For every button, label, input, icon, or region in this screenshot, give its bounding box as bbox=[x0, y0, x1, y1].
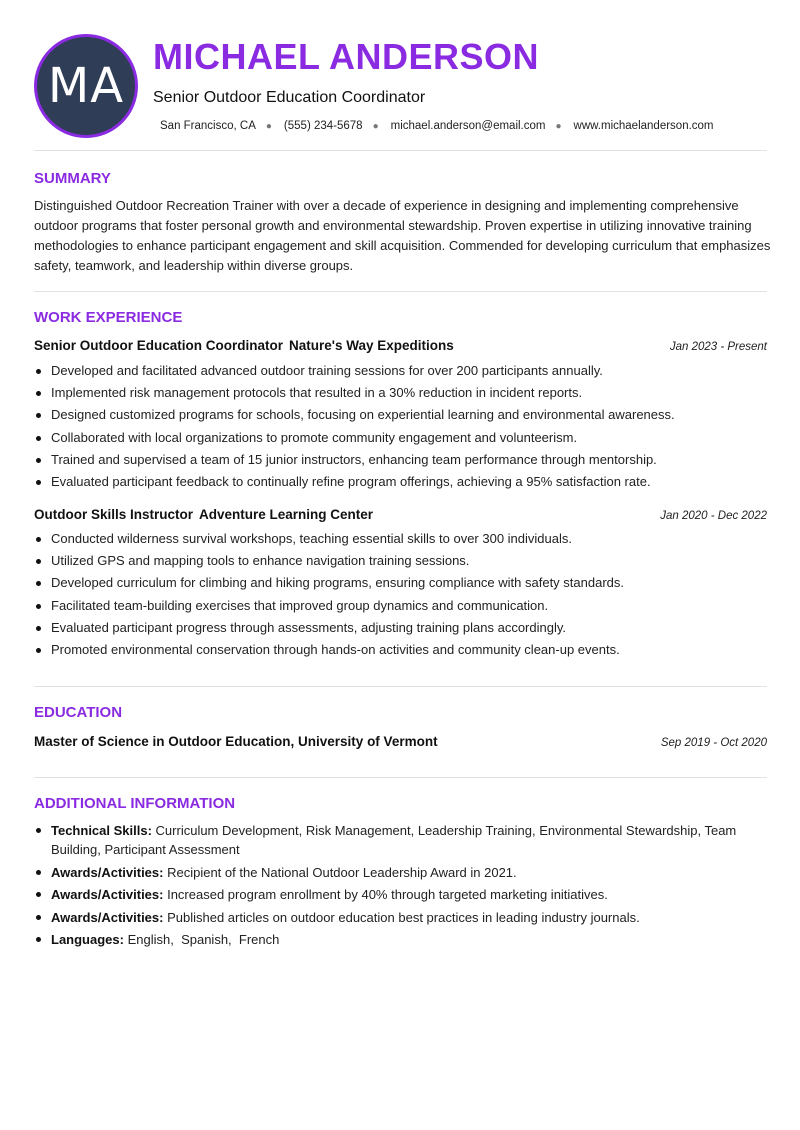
job-title-line bbox=[34, 338, 454, 353]
education-entry bbox=[34, 734, 767, 749]
list-item: Implemented risk management protocols that resulted in a 30% reduction in incident reports. bbox=[51, 382, 771, 404]
contact-line bbox=[160, 120, 714, 132]
divider bbox=[34, 777, 767, 778]
list-item bbox=[51, 821, 771, 859]
item-text: Curriculum Development, Risk Management, Leadership Training, Environmental Stewardship, Team Building, Participant Assessment bbox=[51, 823, 737, 857]
separator-dot-icon: ● bbox=[265, 120, 272, 132]
item-text: Increased program enrollment by 40% through targeted marketing initiatives. bbox=[167, 887, 608, 902]
job-dates: Jan 2023 - Present bbox=[669, 341, 767, 353]
additional-list bbox=[51, 821, 771, 953]
avatar-initials: MA bbox=[47, 58, 125, 114]
list-item: Conducted wilderness survival workshops, teaching essential skills to over 300 individuals. bbox=[51, 528, 771, 550]
education-degree: Master of Science in Outdoor Education, University of Vermont bbox=[34, 734, 438, 749]
summary-text: Distinguished Outdoor Recreation Trainer with over a decade of experience in designing and implementing comprehensive outdoor programs that foster personal growth and environmental stewardship. Proven expertise in utilizing innovative training methodologies to enhance participant engagement and skill acquisition. Commended for developing curriculum that emphasizes safety, teamwork, and leadership within diverse groups. bbox=[34, 198, 771, 273]
item-text: Published articles on outdoor education best practices in leading industry journals. bbox=[167, 909, 640, 925]
section-heading-experience: WORK EXPERIENCE bbox=[34, 309, 183, 326]
contact-website[interactable]: www.michaelanderson.com bbox=[573, 120, 714, 132]
list-item: Developed and facilitated advanced outdoor training sessions for over 200 participants annually. bbox=[51, 360, 771, 382]
list-item: Collaborated with local organizations to promote community engagement and volunteerism. bbox=[51, 427, 771, 449]
avatar bbox=[34, 34, 138, 138]
list-item: Trained and supervised a team of 15 junior instructors, enhancing team performance through mentorship. bbox=[51, 449, 771, 471]
candidate-name: MICHAEL ANDERSON bbox=[153, 36, 540, 77]
job-bullets bbox=[51, 528, 771, 661]
separator-dot-icon: ● bbox=[555, 120, 562, 132]
item-label: Technical Skills: bbox=[51, 823, 152, 838]
divider bbox=[34, 150, 767, 151]
contact-location: San Francisco, CA bbox=[160, 120, 256, 132]
job-header bbox=[34, 338, 767, 353]
list-item bbox=[51, 885, 771, 904]
education-dates: Sep 2019 - Oct 2020 bbox=[660, 737, 767, 749]
separator-dot-icon: ● bbox=[372, 120, 379, 132]
job-title: Senior Outdoor Education Coordinator bbox=[34, 338, 283, 353]
item-label: Languages: bbox=[51, 932, 124, 947]
job-title-line bbox=[34, 507, 373, 522]
list-item bbox=[51, 908, 771, 927]
candidate-title: Senior Outdoor Education Coordinator bbox=[153, 89, 426, 106]
list-item: Designed customized programs for schools, focusing on experiential learning and environmental awareness. bbox=[51, 404, 771, 426]
job-bullets bbox=[51, 360, 771, 493]
job-company: Adventure Learning Center bbox=[199, 507, 374, 522]
list-item bbox=[51, 930, 771, 949]
item-label: Awards/Activities: bbox=[51, 887, 164, 902]
list-item: Developed curriculum for climbing and hiking programs, ensuring compliance with safety standards. bbox=[51, 572, 771, 594]
divider bbox=[34, 291, 767, 292]
contact-email[interactable]: michael.anderson@email.com bbox=[390, 120, 546, 132]
item-label: Awards/Activities: bbox=[51, 864, 164, 880]
section-heading-summary: SUMMARY bbox=[34, 170, 111, 187]
list-item: Utilized GPS and mapping tools to enhance navigation training sessions. bbox=[51, 550, 771, 572]
list-item: Facilitated team-building exercises that improved group dynamics and communication. bbox=[51, 595, 771, 617]
item-label: Awards/Activities: bbox=[51, 909, 164, 925]
job-company: Nature's Way Expeditions bbox=[289, 338, 454, 353]
item-text: English, Spanish, French bbox=[127, 932, 280, 947]
list-item: Evaluated participant feedback to continually refine program offerings, achieving a 95% satisfaction rate. bbox=[51, 471, 771, 493]
job-title: Outdoor Skills Instructor bbox=[34, 507, 194, 522]
contact-phone: (555) 234-5678 bbox=[283, 120, 363, 132]
list-item: Evaluated participant progress through assessments, adjusting training plans accordingly. bbox=[51, 617, 771, 639]
list-item: Promoted environmental conservation through hands-on activities and community clean-up events. bbox=[51, 639, 771, 661]
item-text: Recipient of the National Outdoor Leadership Award in 2021. bbox=[167, 864, 517, 880]
section-heading-education: EDUCATION bbox=[34, 704, 123, 721]
divider bbox=[34, 686, 767, 687]
job-dates: Jan 2020 - Dec 2022 bbox=[660, 510, 767, 522]
job-header bbox=[34, 507, 767, 522]
section-heading-additional: ADDITIONAL INFORMATION bbox=[34, 795, 236, 812]
list-item bbox=[51, 863, 771, 882]
